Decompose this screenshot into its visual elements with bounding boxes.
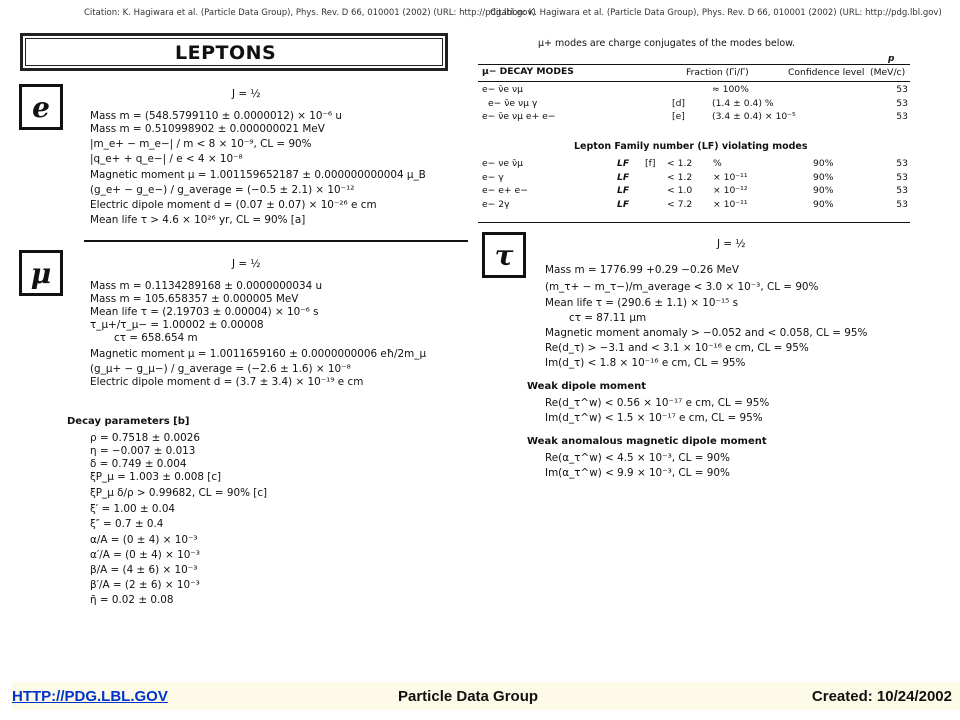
unit-cell: %: [713, 158, 722, 170]
electron-line: Mass m = (548.5799110 ± 0.0000012) × 10⁻⁶ u: [90, 110, 342, 122]
unit-cell: × 10⁻¹²: [713, 185, 748, 197]
decay-parameter: ρ = 0.7518 ± 0.0026: [90, 432, 200, 444]
fraction-header: Fraction (Γi/Γ): [686, 67, 749, 78]
footer-created-date: Created: 10/24/2002: [811, 688, 952, 705]
decay-parameter: β/A = (4 ± 6) × 10⁻³: [90, 564, 198, 576]
tau-properties: [545, 264, 867, 370]
electron-line: Mean life τ > 4.6 × 10²⁶ yr, CL = 90% [a]: [90, 214, 306, 226]
fraction-cell: (1.4 ± 0.4) %: [712, 97, 774, 109]
mode-cell: e− νe ν̄μ: [482, 158, 523, 170]
unit-cell: × 10⁻¹¹: [713, 171, 748, 183]
ref-cell: [643, 198, 665, 212]
lf-tag: LF: [617, 171, 630, 183]
muon-line: Magnetic moment μ = 1.0011659160 ± 0.0000000006 eħ/2m_μ: [90, 348, 427, 360]
electron-spin: J = ½: [232, 88, 261, 100]
citation-left: Citation: K. Hagiwara et al. (Particle Data Group), Phys. Rev. D 66, 010001 (2002) (URL: http://pdg.lbl.gov): [84, 8, 536, 18]
table-row: [480, 97, 910, 111]
muon-line: τ_μ+/τ_μ− = 1.00002 ± 0.00008: [90, 319, 264, 331]
decay-parameter: ξ″ = 0.7 ± 0.4: [90, 518, 164, 530]
table-row: [480, 110, 910, 124]
ref-cell: [670, 83, 710, 97]
lf-modes-table: [480, 157, 910, 211]
muon-properties: [90, 280, 426, 389]
cl-cell: 90%: [813, 185, 834, 197]
page-title: LEPTONS: [175, 42, 277, 64]
table-row: [480, 83, 910, 97]
decay-parameter: ξP_μ δ/ρ > 0.99682, CL = 90% [c]: [90, 487, 268, 499]
weak-dipole-line: Im(d_τ^w) < 1.5 × 10⁻¹⁷ e cm, CL = 95%: [545, 412, 763, 424]
momentum-cell: 53: [896, 84, 908, 96]
electron-line: Mass m = 0.510998902 ± 0.000000021 MeV: [90, 123, 325, 135]
table-header-rule: [478, 81, 910, 82]
muon-line: Mass m = 105.658357 ± 0.000005 MeV: [90, 293, 299, 305]
muon-symbol: μ: [19, 250, 63, 296]
decay-parameter: δ = 0.749 ± 0.004: [90, 458, 187, 470]
tau-line: Mass m = 1776.99 +0.29 −0.26 MeV: [545, 264, 739, 276]
title-box: [20, 33, 448, 71]
weak-anomalous-line: Re(α_τ^w) < 4.5 × 10⁻³, CL = 90%: [545, 452, 730, 464]
fraction-cell: < 1.2: [667, 171, 693, 183]
electron-line: Electric dipole moment d = (0.07 ± 0.07) × 10⁻²⁶ e cm: [90, 199, 377, 211]
table-row: [480, 198, 910, 212]
decay-parameter: α/A = (0 ± 4) × 10⁻³: [90, 534, 198, 546]
unit-cell: × 10⁻¹¹: [713, 198, 748, 210]
decay-modes-table: [480, 83, 910, 124]
tau-line: cτ = 87.11 μm: [569, 312, 647, 324]
cl-cell: 90%: [813, 158, 834, 170]
fraction-cell: < 1.2: [667, 158, 693, 170]
table-row: [480, 171, 910, 185]
ref-cell: [e]: [672, 111, 685, 123]
pdg-link[interactable]: HTTP://PDG.LBL.GOV: [12, 688, 168, 705]
muon-line: Mass m = 0.1134289168 ± 0.0000000034 u: [90, 280, 323, 292]
table-bottom-rule: [478, 222, 910, 223]
momentum-cell: 53: [896, 185, 908, 197]
decay-parameter: α′/A = (0 ± 4) × 10⁻³: [90, 549, 200, 561]
table-row: [480, 157, 910, 171]
momentum-unit-header: (MeV/c): [870, 67, 906, 78]
tau-line: (m_τ+ − m_τ−)/m_average < 3.0 × 10⁻³, CL = 90%: [545, 281, 819, 293]
ref-cell: [f]: [645, 158, 656, 170]
decay-parameter: ξ′ = 1.00 ± 0.04: [90, 503, 176, 515]
citation-right: Citation: K. Hagiwara et al. (Particle Data Group), Phys. Rev. D 66, 010001 (2002) (URL: http://pdg.lbl.gov): [490, 8, 942, 18]
decay-parameter: η̄ = 0.02 ± 0.08: [90, 594, 174, 606]
ref-cell: [643, 171, 665, 185]
electron-line: |q_e+ + q_e−| / e < 4 × 10⁻⁸: [90, 153, 243, 165]
mode-cell: e− ν̄e νμ: [482, 84, 523, 96]
muon-line: (g_μ+ − g_μ−) / g_average = (−2.6 ± 1.6) × 10⁻⁸: [90, 363, 351, 375]
momentum-cell: 53: [896, 111, 908, 123]
electron-line: Magnetic moment μ = 1.001159652187 ± 0.000000000004 μ_B: [90, 169, 426, 181]
electron-line: |m_e+ − m_e−| / m < 8 × 10⁻⁹, CL = 90%: [90, 138, 312, 150]
modes-header: μ− DECAY MODES: [482, 66, 574, 77]
mode-cell: e− γ: [482, 171, 504, 183]
cl-cell: 90%: [813, 171, 834, 183]
decay-parameters: [90, 432, 267, 607]
ref-cell: [643, 184, 665, 198]
momentum-header: p: [888, 54, 895, 64]
momentum-cell: 53: [896, 198, 908, 210]
muon-line: Mean life τ = (2.19703 ± 0.00004) × 10⁻⁶ s: [90, 306, 319, 318]
decay-parameters-heading: Decay parameters [b]: [67, 416, 190, 427]
section-divider: [84, 240, 468, 242]
muon-line: cτ = 658.654 m: [114, 332, 198, 344]
tau-line: Mean life τ = (290.6 ± 1.1) × 10⁻¹⁵ s: [545, 297, 739, 309]
tau-line: Im(d_τ) < 1.8 × 10⁻¹⁶ e cm, CL = 95%: [545, 357, 746, 369]
weak-anomalous-line: Im(α_τ^w) < 9.9 × 10⁻³, CL = 90%: [545, 467, 730, 479]
electron-line: (g_e+ − g_e−) / g_average = (−0.5 ± 2.1) × 10⁻¹²: [90, 184, 355, 196]
lf-tag: LF: [617, 185, 630, 197]
momentum-cell: 53: [896, 171, 908, 183]
confidence-header: Confidence level: [788, 67, 865, 78]
ref-cell: [d]: [672, 97, 686, 109]
electron-properties: [90, 110, 426, 227]
mode-cell: e− e+ e−: [482, 185, 528, 197]
mode-cell: e− ν̄e νμ γ: [488, 97, 538, 109]
fraction-cell: (3.4 ± 0.4) × 10⁻⁵: [712, 111, 796, 123]
weak-anomalous-heading: Weak anomalous magnetic dipole moment: [527, 436, 767, 447]
tau-line: Magnetic moment anomaly > −0.052 and < 0.058, CL = 95%: [545, 327, 868, 339]
lf-heading: Lepton Family number (LF) violating modes: [574, 141, 808, 152]
table-top-rule: [478, 64, 910, 65]
footer-organization: Particle Data Group: [398, 688, 539, 705]
momentum-cell: 53: [896, 97, 908, 109]
lf-tag: LF: [617, 198, 630, 210]
weak-dipole-line: Re(d_τ^w) < 0.56 × 10⁻¹⁷ e cm, CL = 95%: [545, 397, 770, 409]
lf-tag: LF: [617, 158, 630, 170]
weak-dipole-heading: Weak dipole moment: [527, 381, 647, 392]
momentum-cell: 53: [896, 158, 908, 170]
muon-line: Electric dipole moment d = (3.7 ± 3.4) × 10⁻¹⁹ e cm: [90, 376, 364, 388]
fraction-cell: < 1.0: [667, 185, 693, 197]
weak-dipole-values: [545, 397, 769, 425]
fraction-cell: < 7.2: [667, 198, 693, 210]
tau-line: Re(d_τ) > −3.1 and < 3.1 × 10⁻¹⁶ e cm, CL = 95%: [545, 342, 809, 354]
mode-cell: e− ν̄e νμ e+ e−: [482, 111, 556, 123]
weak-anomalous-values: [545, 452, 730, 480]
decay-parameter: η = −0.007 ± 0.013: [90, 445, 196, 457]
footer-bar: [12, 682, 960, 710]
tau-spin: J = ½: [717, 238, 746, 250]
cl-cell: 90%: [813, 198, 834, 210]
mode-cell: e− 2γ: [482, 198, 510, 210]
tau-symbol: τ: [482, 232, 526, 278]
charge-conjugate-note: μ+ modes are charge conjugates of the modes below.: [538, 38, 796, 49]
electron-symbol: e: [19, 84, 63, 130]
muon-spin: J = ½: [232, 258, 261, 270]
table-row: [480, 184, 910, 198]
decay-parameter: ξP_μ = 1.003 ± 0.008 [c]: [90, 471, 222, 483]
fraction-cell: ≈ 100%: [712, 84, 749, 96]
decay-parameter: β′/A = (2 ± 6) × 10⁻³: [90, 579, 200, 591]
